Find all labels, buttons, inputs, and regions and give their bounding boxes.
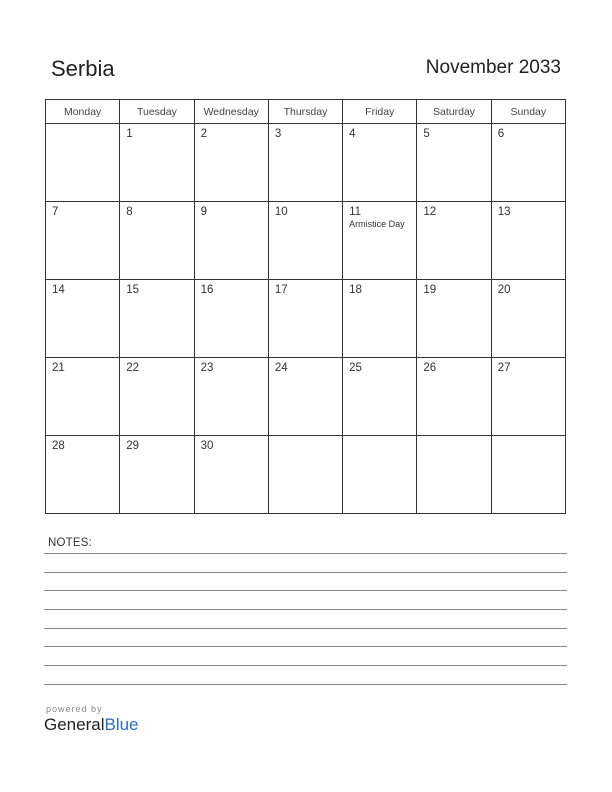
- day-cell: [120, 436, 194, 514]
- footer-branding: [44, 704, 139, 735]
- day-number: 20: [497, 284, 511, 296]
- day-number: 30: [200, 440, 214, 452]
- weekday-tuesday: Tuesday: [120, 100, 194, 124]
- day-number: 23: [200, 362, 214, 374]
- day-number: 14: [52, 284, 65, 296]
- day-number: 17: [274, 284, 288, 296]
- day-number: 6: [497, 128, 505, 140]
- empty-day-cell: [491, 436, 565, 514]
- week-row: [46, 124, 566, 202]
- notes-label: NOTES:: [48, 537, 93, 549]
- day-number: 8: [126, 206, 133, 218]
- day-number: 19: [423, 284, 437, 296]
- day-number: 4: [349, 128, 356, 140]
- note-line: [44, 609, 567, 610]
- empty-day-cell: [268, 436, 342, 514]
- country-title: Serbia: [51, 56, 115, 81]
- day-cell: [417, 358, 491, 436]
- day-cell: [46, 202, 120, 280]
- note-line: [44, 590, 567, 591]
- empty-day-cell: [417, 436, 491, 514]
- day-cell: [268, 358, 342, 436]
- day-number: 21: [52, 362, 65, 374]
- weekday-friday: Friday: [343, 100, 417, 124]
- day-number: 3: [274, 128, 282, 140]
- day-number: 2: [200, 128, 207, 140]
- day-number: 5: [423, 128, 430, 140]
- day-cell: [194, 436, 268, 514]
- day-cell: [491, 202, 565, 280]
- day-number: 26: [423, 362, 437, 374]
- empty-day-cell: [343, 436, 417, 514]
- holiday-label: Armistice Day: [349, 219, 405, 229]
- weekday-thursday: Thursday: [268, 100, 342, 124]
- weekday-sunday: Sunday: [491, 100, 565, 124]
- day-number: 28: [52, 440, 65, 452]
- day-number: 25: [349, 362, 362, 374]
- calendar-grid: [45, 99, 566, 514]
- day-number: 1: [126, 128, 133, 140]
- note-line: [44, 646, 567, 647]
- day-number: 9: [200, 206, 207, 218]
- day-number: 15: [126, 284, 140, 296]
- day-number: 27: [497, 362, 511, 374]
- day-number: 10: [274, 206, 288, 218]
- day-cell: [194, 280, 268, 358]
- month-year-title: November 2033: [425, 57, 561, 78]
- week-row: [46, 280, 566, 358]
- note-line: [44, 684, 567, 685]
- weekday-monday: Monday: [46, 100, 120, 124]
- day-cell: [268, 202, 342, 280]
- powered-by-text: powered by: [46, 704, 103, 714]
- day-number: 12: [423, 206, 437, 218]
- note-line: [44, 572, 567, 573]
- empty-day-cell: [46, 124, 120, 202]
- week-row: [46, 436, 566, 514]
- day-cell: [120, 280, 194, 358]
- day-cell: [46, 358, 120, 436]
- day-cell: [491, 124, 565, 202]
- day-cell: [46, 280, 120, 358]
- day-number: 18: [349, 284, 362, 296]
- day-cell: [491, 358, 565, 436]
- generalblue-logo[interactable]: [44, 715, 139, 735]
- day-number: 11: [349, 206, 362, 218]
- day-cell: [417, 124, 491, 202]
- weekday-header-row: [46, 100, 566, 124]
- note-line: [44, 665, 567, 666]
- weekday-wednesday: Wednesday: [194, 100, 268, 124]
- day-cell: [417, 280, 491, 358]
- weekday-saturday: Saturday: [417, 100, 491, 124]
- day-cell: [343, 202, 417, 280]
- day-cell: [343, 358, 417, 436]
- note-line: [44, 553, 567, 554]
- day-cell: [120, 358, 194, 436]
- day-number: 13: [497, 206, 511, 218]
- day-cell: [120, 202, 194, 280]
- day-cell: [268, 124, 342, 202]
- day-number: 22: [126, 362, 140, 374]
- day-cell: [268, 280, 342, 358]
- day-number: 24: [274, 362, 288, 374]
- brand-blue: Blue: [104, 715, 139, 734]
- day-cell: [46, 436, 120, 514]
- day-cell: [120, 124, 194, 202]
- day-cell: [194, 202, 268, 280]
- day-cell: [491, 280, 565, 358]
- day-number: 16: [200, 284, 214, 296]
- note-line: [44, 628, 567, 629]
- week-row: [46, 202, 566, 280]
- day-cell: [194, 124, 268, 202]
- day-number: 29: [126, 440, 140, 452]
- brand-general: General: [44, 715, 105, 734]
- day-cell: [343, 124, 417, 202]
- week-row: [46, 358, 566, 436]
- day-cell: [343, 280, 417, 358]
- day-cell: [417, 202, 491, 280]
- day-cell: [194, 358, 268, 436]
- day-number: 7: [52, 206, 59, 218]
